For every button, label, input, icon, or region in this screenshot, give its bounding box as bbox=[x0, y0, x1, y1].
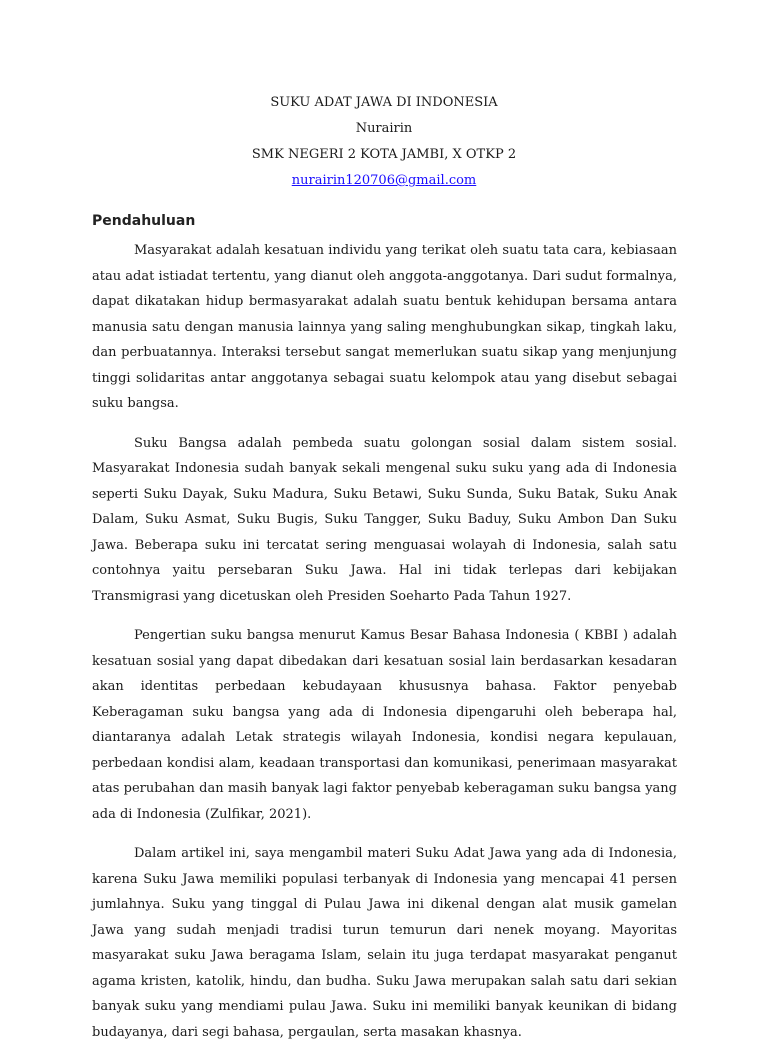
paragraph: Suku Bangsa adalah pembeda suatu golongan sosial dalam sistem sosial. Masyarakat Indonesia sudah banyak sekali mengenal suku suku yang ada di Indonesia seperti Suku Dayak, Suku Madura, Suku Betawi, Suku Sunda, Suku Batak, Suku Anak Dalam, Suku Asmat, Suku Bugis, Suku Tangger, Suku Baduy, Suku Ambon Dan Suku Jawa. Beberapa suku ini tercatat sering menguasai wolayah di Indonesia, salah satu contohnya yaitu persebaran Suku Jawa. Hal ini tidak terlepas dari kebijakan Transmigrasi yang dicetuskan oleh Presiden Soeharto Pada Tahun 1927. bbox=[92, 435, 677, 604]
paragraph: Masyarakat adalah kesatuan individu yang terikat oleh suatu tata cara, kebiasaan atau adat istiadat tertentu, yang dianut oleh anggota-anggotanya. Dari sudut formalnya, dapat dikatakan hidup bermasyarakat adalah suatu bentuk kehidupan bersama antara manusia satu dengan manusia lainnya yang saling menghubungkan sikap, tingkah laku, dan perbuatannya. Interaksi tersebut sangat memerlukan suatu sikap yang menjunjung tinggi solidaritas antar anggotanya sebagai suatu kelompok atau yang disebut sebagai suku bangsa. bbox=[92, 243, 677, 411]
document-header bbox=[0, 90, 768, 194]
school-info: SMK NEGERI 2 KOTA JAMBI, X OTKP 2 bbox=[251, 147, 517, 162]
paragraph: Dalam artikel ini, saya mengambil materi Suku Adat Jawa yang ada di Indonesia, karena Suku Jawa memiliki populasi terbanyak di Indonesia yang mencapai 41 persen jumlahnya. Suku yang tinggal di Pulau Jawa ini dikenal dengan alat musik gamelan Jawa yang sudah menjadi tradisi turun temurun dari nenek moyang. Mayoritas masyarakat suku Jawa beragama Islam, selain itu juga terdapat masyarakat penganut agama kristen, katolik, hindu, dan budha. Suku Jawa merupakan salah satu dari sekian banyak suku yang mendiami pulau Jawa. Suku ini memiliki banyak keunikan di bidang budayanya, dari segi bahasa, pergaulan, serta masakan khasnya. bbox=[92, 846, 677, 1040]
section-heading: Pendahuluan bbox=[92, 213, 196, 229]
section-body bbox=[92, 238, 677, 1059]
document-title: SUKU ADAT JAWA DI INDONESIA bbox=[270, 95, 498, 110]
paragraph: Pengertian suku bangsa menurut Kamus Besar Bahasa Indonesia ( KBBI ) adalah kesatuan sosial yang dapat dibedakan dari kesatuan sosial lain berdasarkan kesadaran akan identitas perbedaan kebudayaan khususnya bahasa. Faktor penyebab Keberagaman suku bangsa yang ada di Indonesia dipengaruhi oleh beberapa hal, diantaranya adalah Letak strategis wilayah Indonesia, kondisi negara kepulauan, perbedaan kondisi alam, keadaan transportasi dan komunikasi, penerimaan masyarakat atas perubahan dan masih banyak lagi faktor penyebab keberagaman suku bangsa yang ada di Indonesia (Zulfikar, 2021). bbox=[92, 628, 677, 822]
author-name: Nurairin bbox=[355, 121, 413, 136]
email-link[interactable]: nurairin120706@gmail.com bbox=[291, 173, 477, 188]
